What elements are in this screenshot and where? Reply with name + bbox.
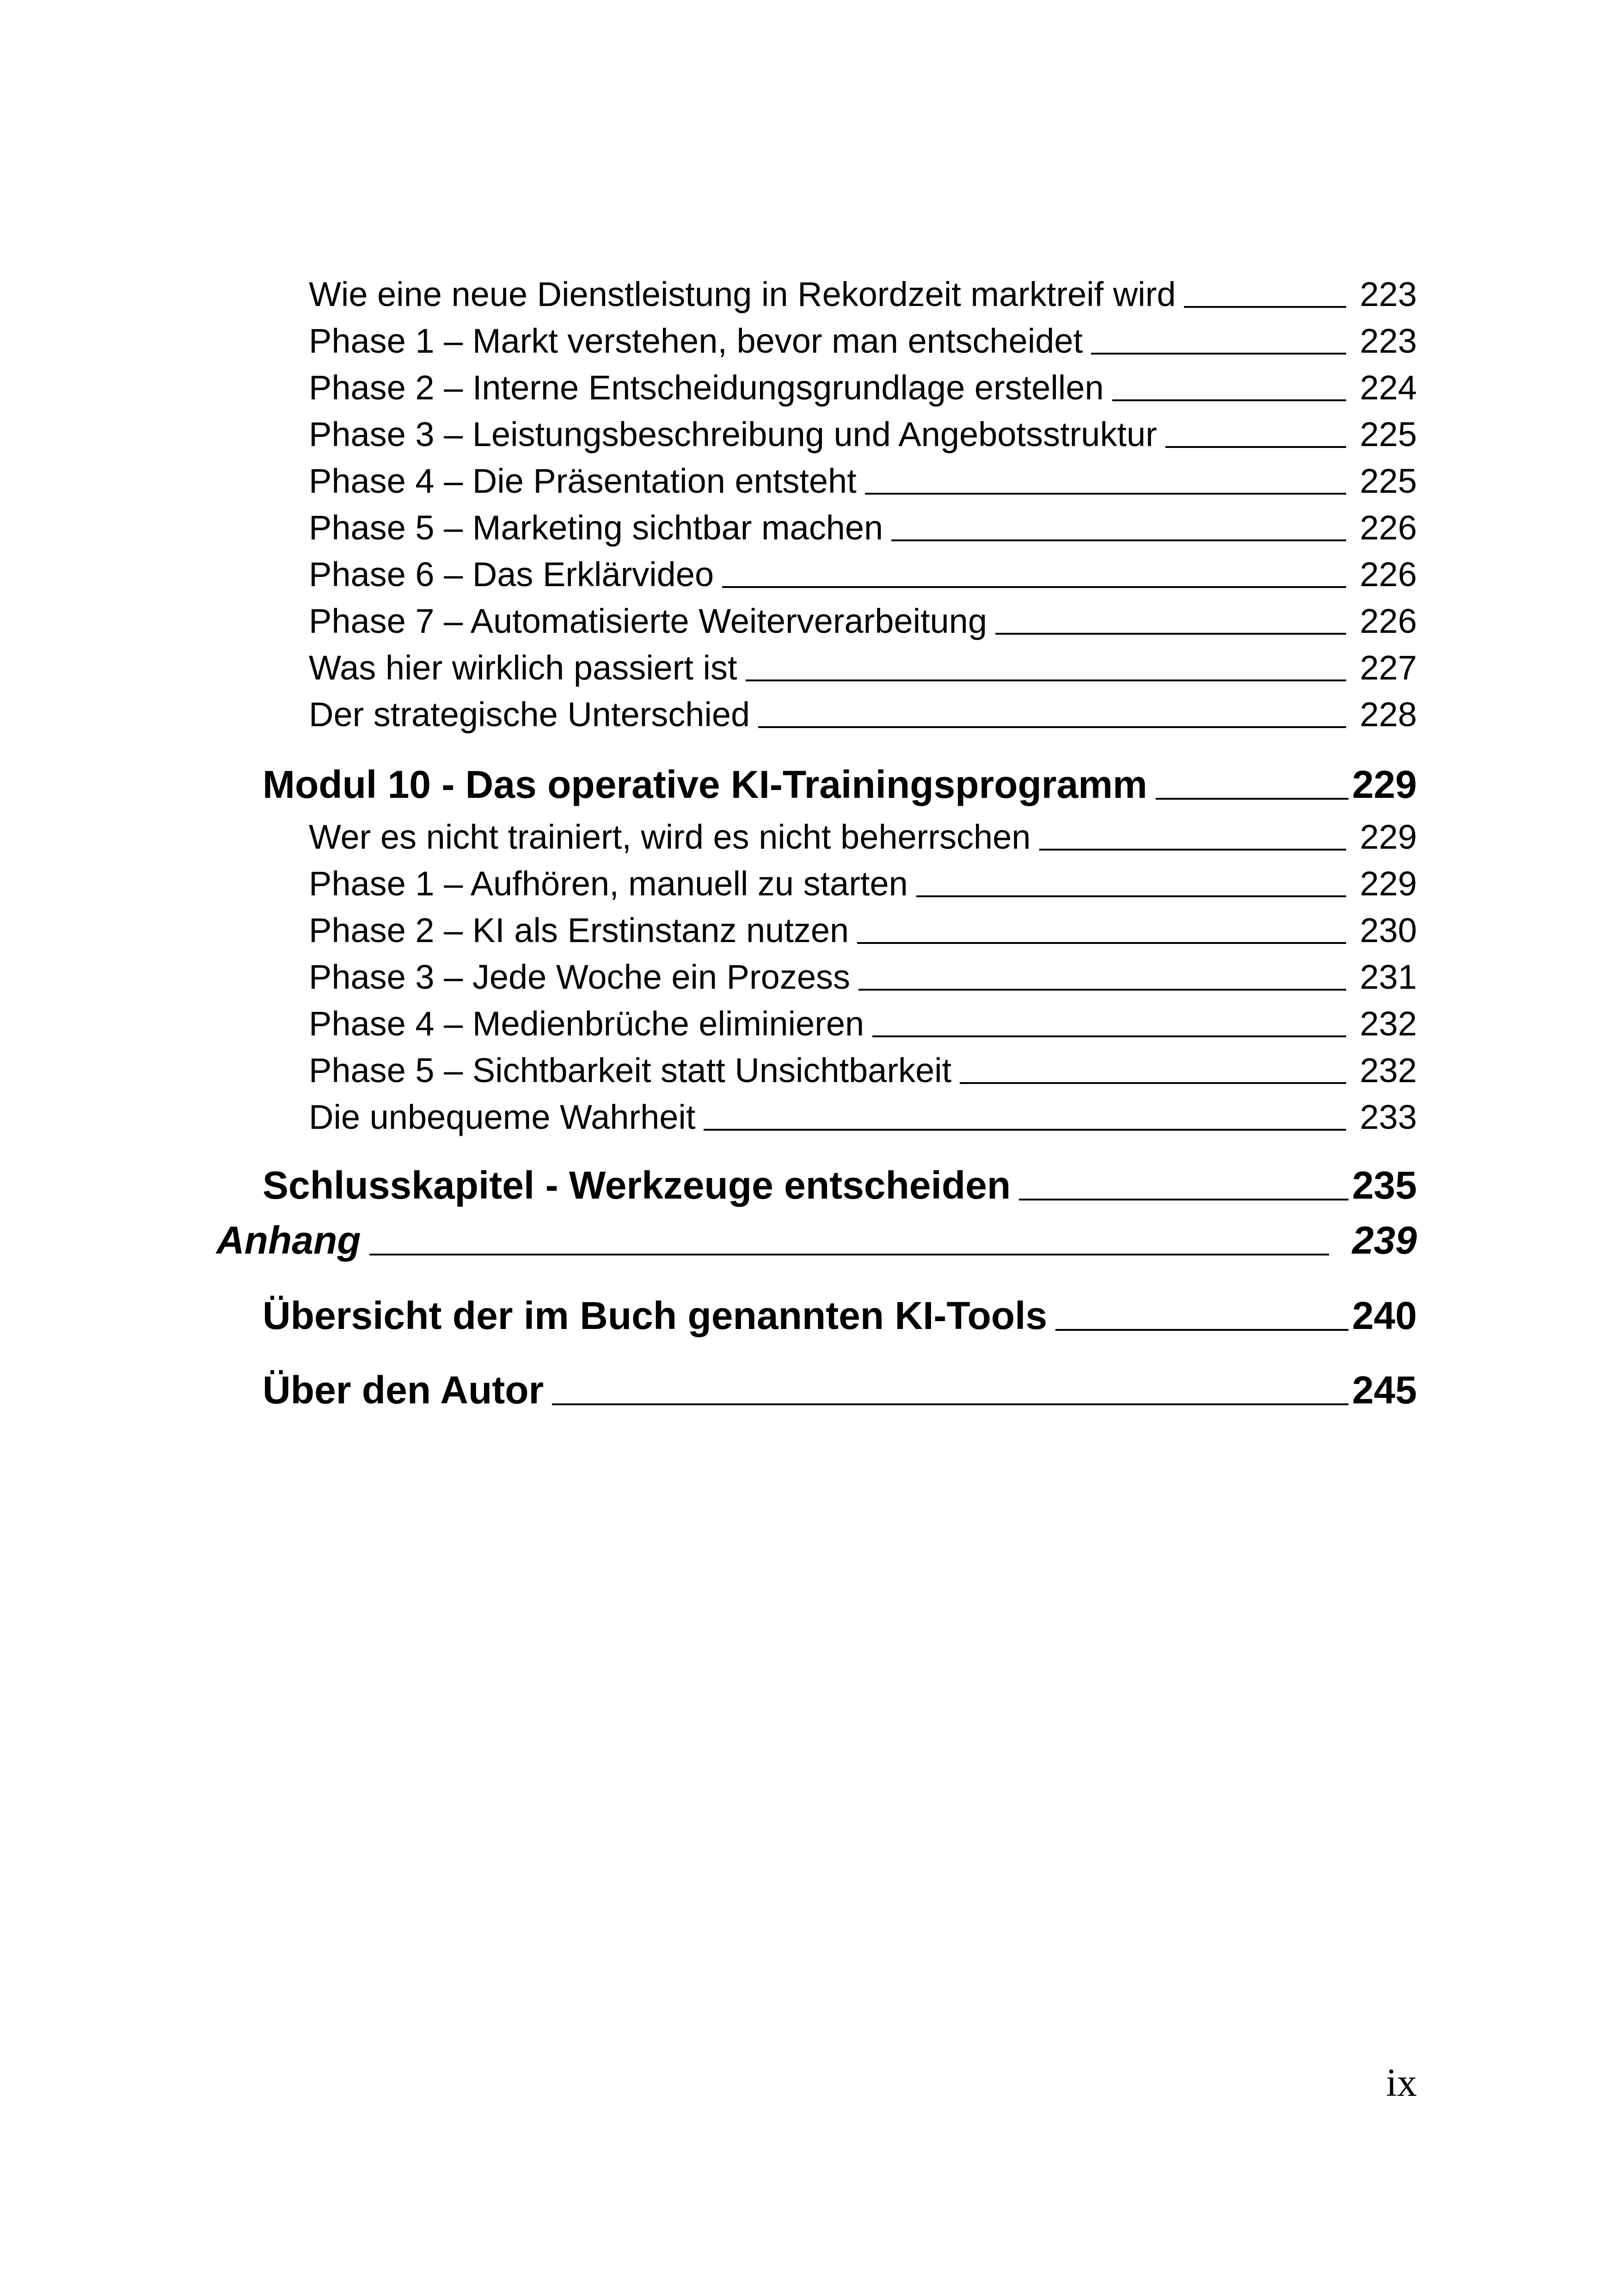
toc-leader-line: [858, 989, 1346, 991]
toc-chapter-entry[interactable]: [263, 1163, 1417, 1207]
toc-leader-line: [1091, 353, 1346, 355]
toc-entry-title: Phase 5 – Marketing sichtbar machen: [309, 508, 883, 547]
toc-entry[interactable]: [309, 464, 1417, 498]
toc-chapter-entry[interactable]: [263, 1296, 1417, 1335]
toc-leader-line: [1156, 798, 1348, 800]
toc-entry-title: Phase 2 – KI als Erstinstanz nutzen: [309, 911, 849, 949]
toc-chapter-page: 235: [1352, 1163, 1417, 1207]
toc-entry-title: Phase 3 – Leistungsbeschreibung und Angebotsstruktur: [309, 415, 1157, 453]
toc-entry-title: Phase 4 – Medienbrüche eliminieren: [309, 1004, 864, 1043]
toc-chapter-title: Schlusskapitel - Werkzeuge entscheiden: [263, 1163, 1011, 1207]
toc-leader-line: [865, 493, 1346, 495]
toc-entry-page: 223: [1360, 322, 1417, 360]
toc-leader-line: [1055, 1329, 1348, 1331]
toc-leader-line: [960, 1082, 1346, 1084]
toc-entry[interactable]: [309, 508, 1417, 547]
toc-entry[interactable]: [309, 1100, 1417, 1134]
toc-entry-page: 224: [1360, 368, 1417, 407]
toc-entry[interactable]: [309, 864, 1417, 903]
toc-leader-line: [369, 1254, 1329, 1255]
toc-entry[interactable]: [309, 960, 1417, 994]
toc-leader-line: [872, 1035, 1346, 1037]
toc-entry-page: 225: [1360, 415, 1417, 453]
toc-chapter-entry[interactable]: [263, 1368, 1417, 1412]
toc-chapter-title: Modul 10 - Das operative KI-Trainingsprogramm: [263, 763, 1147, 806]
toc-leader-line: [758, 726, 1346, 728]
toc-entry-page: 232: [1360, 1051, 1417, 1090]
toc-entry-title: Phase 5 – Sichtbarkeit statt Unsichtbarkeit: [309, 1051, 952, 1090]
toc-entry-page: 231: [1360, 958, 1417, 996]
toc-entry[interactable]: [309, 324, 1417, 358]
toc-entry-title: Was hier wirklich passiert ist: [309, 649, 737, 687]
toc-leader-line: [891, 539, 1346, 541]
toc-leader-line: [857, 942, 1346, 944]
toc-leader-line: [1112, 399, 1346, 401]
toc-entry-title: Phase 2 – Interne Entscheidungsgrundlage erstellen: [309, 368, 1104, 407]
toc-entry-page: 226: [1360, 602, 1417, 640]
toc-leader-line: [1039, 849, 1346, 851]
toc-entry-page: 232: [1360, 1004, 1417, 1043]
toc-entry-page: 230: [1360, 911, 1417, 949]
toc-entry-title: Der strategische Unterschied: [309, 695, 750, 734]
toc-entry[interactable]: [309, 1004, 1417, 1043]
toc-entry[interactable]: [309, 604, 1417, 638]
toc-entry-title: Wie eine neue Dienstleistung in Rekordzeit marktreif wird: [309, 275, 1176, 313]
toc-chapter-entry[interactable]: [263, 765, 1417, 804]
toc-leader-line: [552, 1403, 1348, 1405]
toc-entry-title: Phase 6 – Das Erklärvideo: [309, 555, 714, 594]
toc-entry-page: 228: [1360, 695, 1417, 734]
toc-entry[interactable]: [309, 368, 1417, 407]
toc-entry-page: 227: [1360, 649, 1417, 687]
toc-entry[interactable]: [309, 277, 1417, 312]
toc-chapter-title: Übersicht der im Buch genannten KI-Tools: [263, 1294, 1048, 1337]
toc-entry[interactable]: [309, 1053, 1417, 1088]
toc-chapter-page: 245: [1352, 1368, 1417, 1412]
toc-entry-page: 226: [1360, 555, 1417, 594]
toc-entry-title: Die unbequeme Wahrheit: [309, 1098, 696, 1136]
page-number: ix: [1386, 2060, 1417, 2105]
toc-entry[interactable]: [309, 417, 1417, 452]
toc-entry[interactable]: [309, 913, 1417, 948]
toc-entry-page: 225: [1360, 462, 1417, 500]
toc-entry[interactable]: [309, 695, 1417, 734]
toc-leader-line: [746, 680, 1346, 681]
toc-entry-page: 233: [1360, 1098, 1417, 1136]
toc-entry-page: 226: [1360, 508, 1417, 547]
toc-entry-title: Phase 1 – Markt verstehen, bevor man entscheidet: [309, 322, 1083, 360]
toc-appendix-page: 239: [1352, 1218, 1417, 1262]
toc-entry-title: Phase 7 – Automatisierte Weiterverarbeitung: [309, 602, 987, 640]
toc-chapter-page: 240: [1352, 1294, 1417, 1337]
toc-entry-title: Phase 1 – Aufhören, manuell zu starten: [309, 864, 908, 903]
toc-leader-line: [1165, 446, 1346, 448]
toc-entry[interactable]: [309, 651, 1417, 685]
toc-leader-line: [995, 633, 1346, 635]
toc-leader-line: [1184, 306, 1346, 308]
toc-chapter-title: Über den Autor: [263, 1368, 544, 1412]
toc-entry[interactable]: [309, 820, 1417, 854]
toc-entry[interactable]: [309, 557, 1417, 592]
toc-leader-line: [1019, 1199, 1348, 1200]
toc-leader-line: [722, 586, 1346, 588]
toc-chapter-page: 229: [1352, 763, 1417, 806]
toc-entry-title: Phase 3 – Jede Woche ein Prozess: [309, 958, 850, 996]
toc-appendix-title: Anhang: [216, 1218, 361, 1262]
toc-entry-page: 223: [1360, 275, 1417, 313]
toc-appendix-entry[interactable]: [216, 1218, 1417, 1262]
toc-entry-title: Wer es nicht trainiert, wird es nicht beherrschen: [309, 818, 1031, 856]
toc-entry-title: Phase 4 – Die Präsentation entsteht: [309, 462, 857, 500]
toc-leader-line: [916, 895, 1346, 897]
toc-leader-line: [704, 1129, 1346, 1131]
toc-entry-page: 229: [1360, 818, 1417, 856]
toc-entry-page: 229: [1360, 864, 1417, 903]
